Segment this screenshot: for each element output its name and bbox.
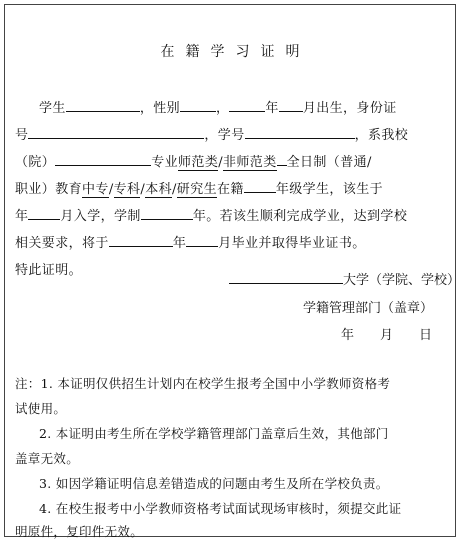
body-line-4: 职业）教育中专/专科/本科/研究生在籍 年级学生，该生于	[15, 182, 384, 197]
body-line-6: 相关要求，将于 年 月毕业并取得毕业证书。	[15, 236, 366, 251]
grade-blank[interactable]	[244, 180, 276, 193]
document-title: 在籍学习证明	[160, 44, 311, 60]
birth-year-blank[interactable]	[229, 99, 265, 112]
school-name-blank[interactable]	[229, 271, 343, 284]
note-2: 2. 本证明由考生所在学校学籍管理部门盖章后生效，其他部门	[39, 426, 389, 441]
body-line-1: 学生 ，性别 ， 年 月出生，身份证	[39, 101, 397, 116]
dept-seal-label: 学籍管理部门（盖章）	[303, 301, 434, 316]
duration-blank[interactable]	[141, 207, 193, 220]
note-1: 注：1. 本证明仅供招生计划内在校学生报考全国中小学教师资格考	[15, 376, 391, 391]
school-signature-line: 大学（学院、学校）	[229, 269, 460, 288]
birth-month-blank[interactable]	[279, 99, 303, 112]
note-2-cont: 盖章无效。	[15, 451, 80, 466]
note-4-cont: 明原件，复印件无效。	[15, 524, 144, 539]
major-blank[interactable]	[55, 153, 151, 166]
id-number-blank[interactable]	[28, 126, 204, 139]
note-4: 4. 在校生报考中小学教师资格考试面试现场审核时，须提交此证	[39, 501, 402, 516]
certificate-frame	[4, 4, 461, 539]
body-closing: 特此证明。	[15, 263, 83, 278]
graduation-year-blank[interactable]	[109, 234, 173, 247]
body-line-2: 号 ，学号 ，系我校	[15, 128, 409, 143]
note-3: 3. 如因学籍证明信息差错造成的问题由考生及所在学校负责。	[39, 476, 389, 491]
body-line-3: （院） 专业师范类/非师范类 全日制（普通/	[15, 155, 372, 170]
note-1-cont: 试使用。	[15, 401, 67, 416]
name-blank[interactable]	[66, 99, 140, 112]
date-label: 年 月 日	[341, 328, 433, 343]
gender-blank[interactable]	[180, 99, 216, 112]
enroll-month-blank[interactable]	[28, 207, 60, 220]
body-line-5: 年 月入学，学制 年。若该生顺利完成学业，达到学校	[15, 209, 408, 224]
student-number-blank[interactable]	[245, 126, 355, 139]
graduation-month-blank[interactable]	[186, 234, 218, 247]
